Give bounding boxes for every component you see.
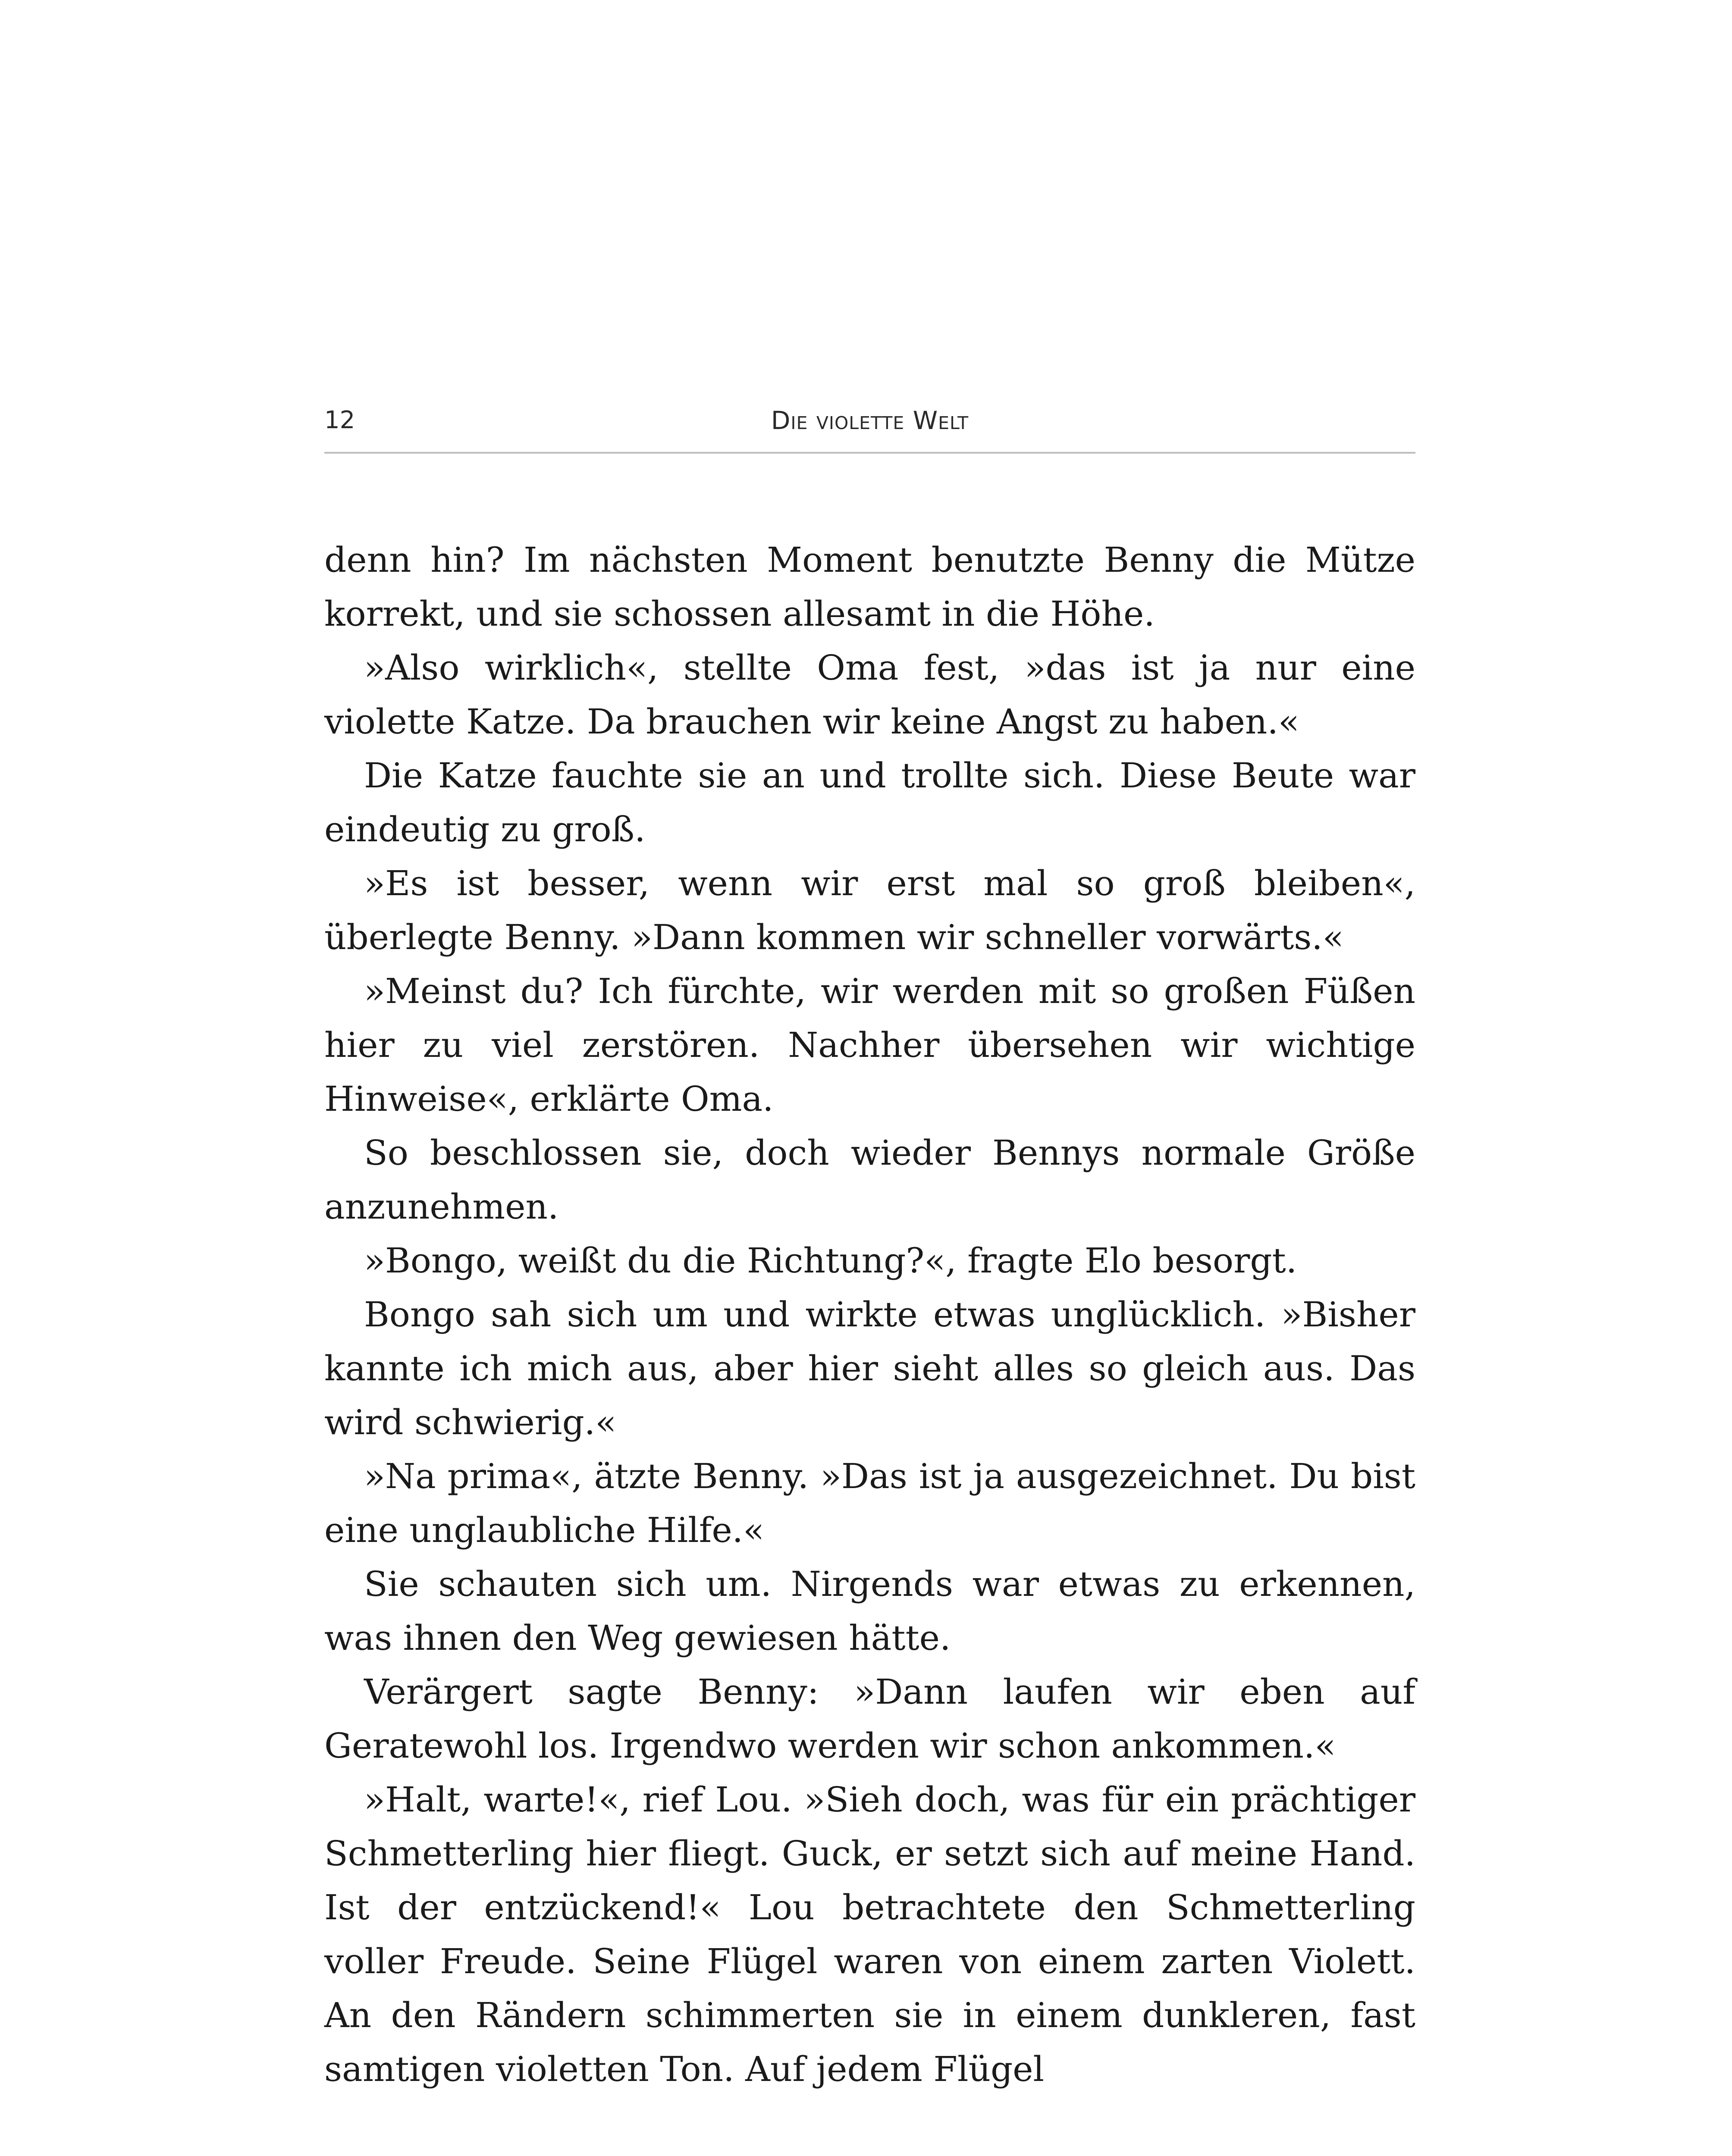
paragraph: »Also wirklich«, stellte Oma fest, »das ist ja nur eine violette Katze. Da brauchen wir keine Angst zu haben.«: [324, 648, 1415, 742]
running-title: Die violette Welt: [771, 406, 969, 435]
page-number: 12: [324, 406, 355, 434]
paragraph: Verärgert sagte Benny: »Dann laufen wir eben auf Geratewohl los. Irgendwo werden wir schon ankommen.«: [324, 1672, 1415, 1766]
paragraph: »Meinst du? Ich fürchte, wir werden mit so großen Füßen hier zu viel zerstören. Nachher übersehen wir wichtige Hinweise«, erklärte Oma.: [324, 971, 1415, 1119]
paragraph: So beschlossen sie, doch wieder Bennys normale Größe anzunehmen.: [324, 1133, 1415, 1227]
paragraph: »Es ist besser, wenn wir erst mal so groß bleiben«, überlegte Benny. »Dann kommen wir schneller vorwärts.«: [324, 863, 1415, 957]
paragraph: Die Katze fauchte sie an und trollte sich. Diese Beute war eindeutig zu groß.: [324, 755, 1415, 849]
paragraph: »Bongo, weißt du die Richtung?«, fragte Elo besorgt.: [364, 1241, 1297, 1281]
paragraph: »Halt, warte!«, rief Lou. »Sieh doch, was für ein prächtiger Schmetterling hier fliegt. Guck, er setzt sich auf meine Hand. Ist der entzückend!« Lou betrachtete den Schmetterling voller Freude. Seine Flügel waren von einem zarten Violett. An den Rändern schimmerten sie in einem dunkleren, fast samtigen violetten Ton. Auf jedem Flügel: [324, 1780, 1415, 2089]
paragraph: Bongo sah sich um und wirkte etwas unglücklich. »Bisher kannte ich mich aus, aber hier sieht alles so gleich aus. Das wird schwierig.«: [324, 1294, 1415, 1442]
paragraph: denn hin? Im nächsten Moment benutzte Benny die Mütze korrekt, und sie schossen allesamt in die Höhe.: [324, 540, 1415, 634]
running-header: [324, 401, 1415, 440]
paragraph: »Na prima«, ätzte Benny. »Das ist ja ausgezeichnet. Du bist eine unglaubliche Hilfe.«: [324, 1456, 1415, 1550]
body-text: [324, 533, 1415, 2096]
paragraph: Sie schauten sich um. Nirgends war etwas zu erkennen, was ihnen den Weg gewiesen hätte.: [324, 1564, 1415, 1658]
header-divider: [324, 452, 1415, 454]
